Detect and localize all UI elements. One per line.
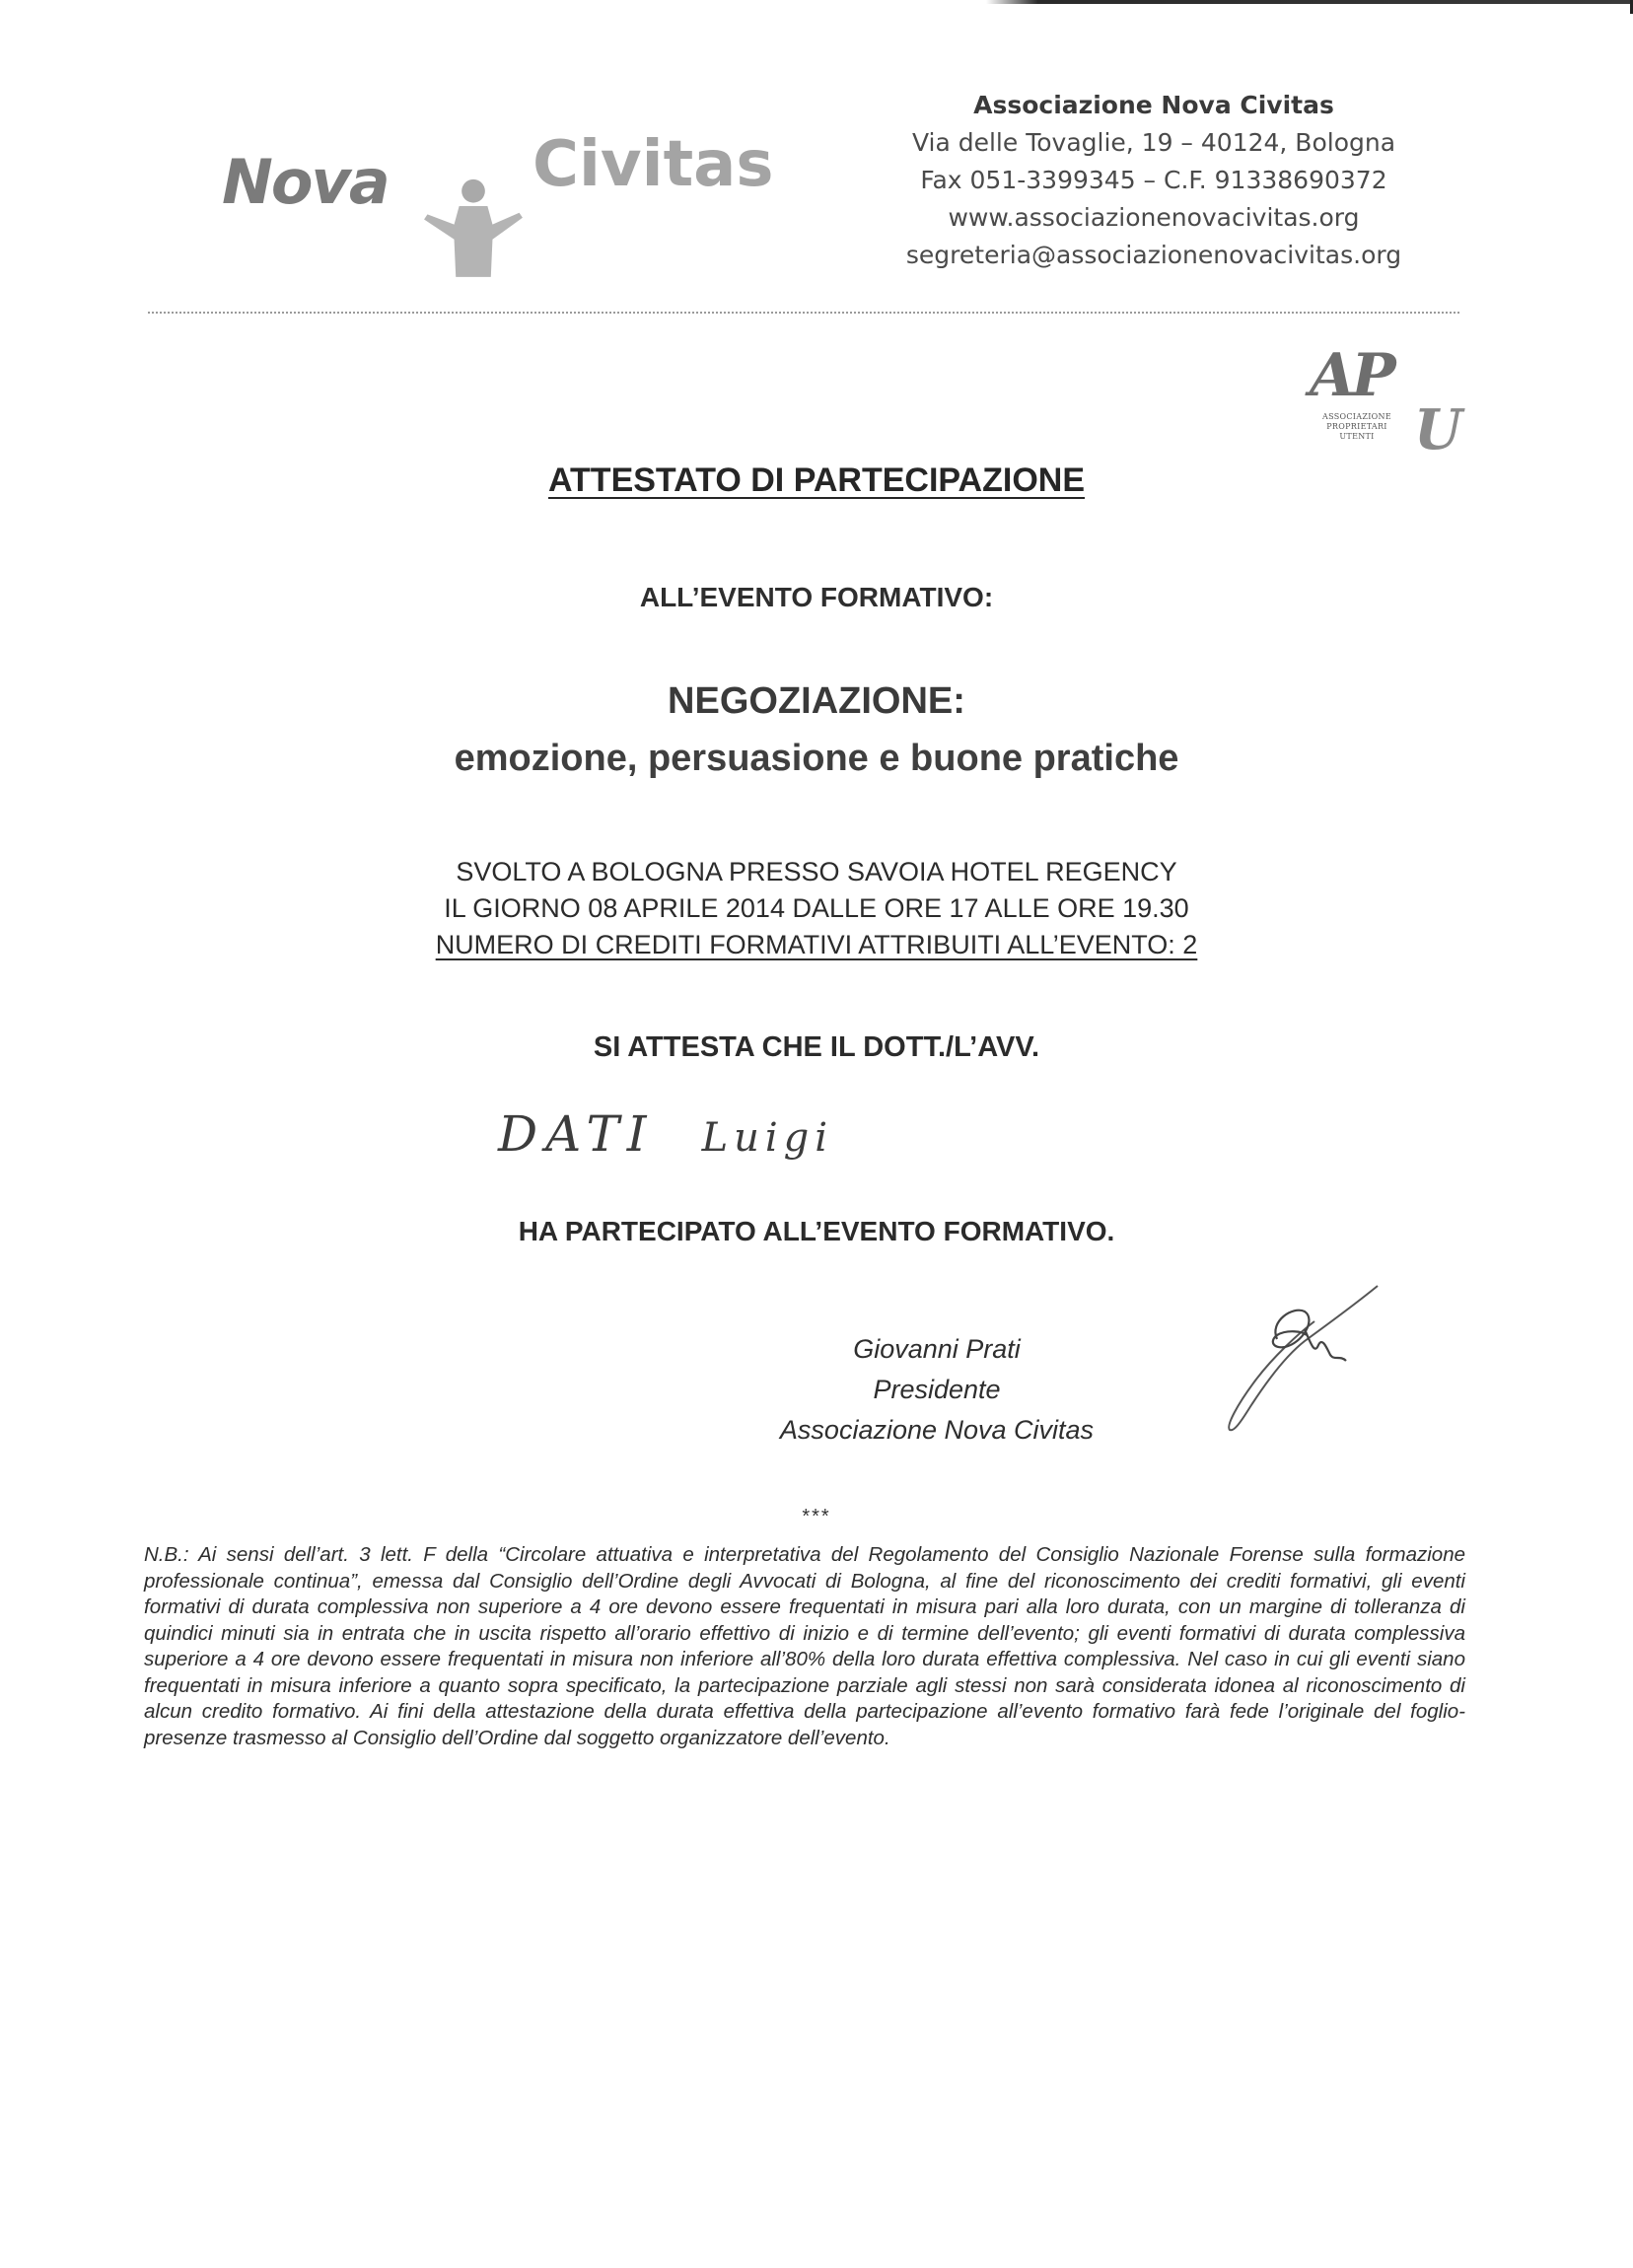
scan-edge — [986, 0, 1633, 4]
person-figure-icon — [419, 166, 528, 284]
certificate-title-text: ATTESTATO DI PARTECIPAZIONE — [548, 461, 1085, 499]
event-subtitle: emozione, persuasione e buone pratiche — [454, 738, 1179, 779]
apu-caption — [1304, 412, 1410, 442]
event-intro: ALL’EVENTO FORMATIVO: — [639, 582, 994, 612]
signatory-role: Presidente — [873, 1375, 1001, 1404]
separator: *** — [802, 1506, 831, 1527]
legal-note: N.B.: Ai sensi dell’art. 3 lett. F della “Circolare attuativa e interpretativa del Regolamento del Consiglio Nazionale Forense sulla formazione professionale continua”, emessa dal Consiglio dell’Ordine degli Avvocati di Bologna, al fine del riconoscimento dei crediti formativi, gli eventi formativi di durata complessiva non superiore a 4 ore devono essere frequentati in misura pari alla loro durata, con un margine di tolleranza di quindici minuti sia in entrata che in uscita rispetto all’orario effettivo di inizio e di termine dell’evento; gli eventi formativi di durata complessiva superiore a 4 ore devono essere frequentati in misura non inferiore all’80% della loro durata effettiva complessiva. Nel caso in cui gli eventi siano frequentati in misura inferiore a quanto sopra specificato, la partecipazione parziale agli stessi non sarà considerata idonea al riconoscimento di alcun credito formativo. Ai fini della attestazione della durata effettiva della partecipazione all’evento formativo farà fede l’originale del foglio-presenze trasmesso al Consiglio dell’Ordine dal soggetto organizzatore dell’evento. — [144, 1543, 1465, 1749]
nova-civitas-logo — [222, 108, 814, 286]
handwritten-signature-icon — [1208, 1282, 1385, 1440]
address: Via delle Tovaglie, 19 – 40124, Bologna — [911, 128, 1396, 157]
event-title: NEGOZIAZIONE: — [668, 680, 965, 722]
signatory-organization: Associazione Nova Civitas — [779, 1415, 1095, 1445]
logo-text-nova: Nova — [222, 146, 389, 218]
apu-logo — [1304, 343, 1461, 471]
header-divider — [148, 312, 1459, 314]
email-link[interactable]: segreteria@associazionenovacivitas.org — [905, 241, 1402, 269]
participant-surname: DATI — [498, 1105, 655, 1163]
handwritten-participant-name — [498, 1102, 833, 1171]
logo-text-civitas: Civitas — [532, 128, 774, 201]
credits-line: NUMERO DI CREDITI FORMATIVI ATTRIBUITI ALL’EVENTO: 2 — [435, 930, 1198, 959]
certificate-title — [0, 461, 1633, 500]
participated-line: HA PARTECIPATO ALL’EVENTO FORMATIVO. — [518, 1216, 1115, 1246]
apu-letters-ap: AP — [1310, 341, 1392, 410]
signatory-name: Giovanni Prati — [853, 1334, 1021, 1364]
fax-tax-code: Fax 051-3399345 – C.F. 91338690372 — [920, 166, 1387, 194]
signatory-block — [749, 1329, 1124, 1451]
venue-line: SVOLTO A BOLOGNA PRESSO SAVOIA HOTEL REGENCY — [456, 857, 1177, 886]
apu-letter-u: U — [1414, 397, 1462, 462]
contact-block — [868, 87, 1440, 274]
organization-name: Associazione Nova Civitas — [973, 91, 1334, 119]
apu-caption-line: PROPRIETARI — [1326, 422, 1387, 431]
apu-caption-line: ASSOCIAZIONE — [1322, 412, 1391, 421]
website-link[interactable]: www.associazionenovacivitas.org — [948, 203, 1360, 232]
apu-caption-line: UTENTI — [1339, 432, 1375, 441]
attest-line: SI ATTESTA CHE IL DOTT./L’AVV. — [593, 1031, 1040, 1063]
date-line: IL GIORNO 08 APRILE 2014 DALLE ORE 17 ALLE ORE 19.30 — [444, 893, 1189, 923]
event-details — [0, 854, 1633, 963]
participant-name: Luigi — [701, 1115, 834, 1161]
